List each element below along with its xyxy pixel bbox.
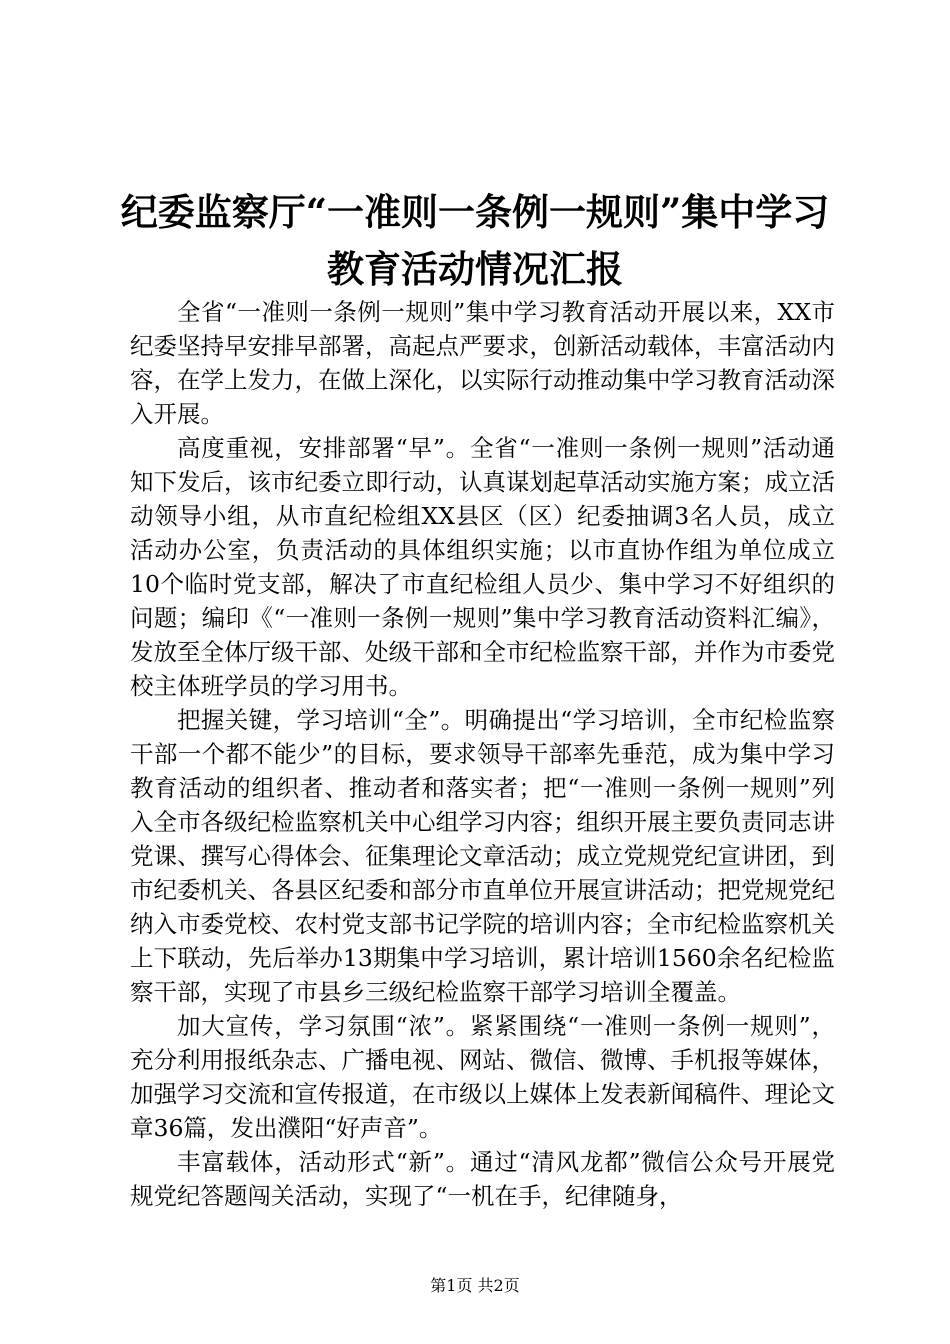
document-body [130, 295, 835, 1213]
document-title-line-2: 教育活动情况汇报 [327, 247, 623, 291]
paragraph-early-deployment: 高度重视，安排部署“早”。全省“一准则一条例一规则”活动通知下发后，该市纪委立即行动，认真谋划起草活动实施方案；成立活动领导小组，从市直纪检组XX县区（区）纪委抽调3名人员，成立活动办公室，负责活动的具体组织实施；以市直协作组为单位成立10个临时党支部，解决了市直纪检组人员少、集中学习不好组织的问题；编印《“一准则一条例一规则”集中学习教育活动资料汇编》，发放至全体厅级干部、处级干部和全市纪检监察干部，并作为市委党校主体班学员的学习用书。 [130, 434, 835, 700]
paragraph-new-forms: 丰富载体，活动形式“新”。通过“清风龙都”微信公众号开展党规党纪答题闯关活动，实现了“一机在手，纪律随身， [130, 1148, 835, 1210]
page-number-footer: 第1页 共2页 [430, 1276, 520, 1295]
paragraph-intro: 全省“一准则一条例一规则”集中学习教育活动开展以来，XX市纪委坚持早安排早部署，高起点严要求，创新活动载体，丰富活动内容，在学上发力，在做上深化，以实际行动推动集中学习教育活动深入开展。 [130, 298, 835, 428]
paragraph-training: 把握关键，学习培训“全”。明确提出“学习培训，全市纪检监察干部一个都不能少”的目标，要求领导干部率先垂范，成为集中学习教育活动的组织者、推动者和落实者；把“一准则一条例一规则”列入全市各级纪检监察机关中心组学习内容；组织开展主要负责同志讲党课、撰写心得体会、征集理论文章活动；成立党规党纪宣讲团，到市纪委机关、各县区纪委和部分市直单位开展宣讲活动；把党规党纪纳入市委党校、农村党支部书记学院的培训内容；全市纪检监察机关上下联动，先后举办13期集中学习培训，累计培训1560余名纪检监察干部，实现了市县乡三级纪检监察干部学习培训全覆盖。 [130, 706, 835, 1006]
paragraph-publicity: 加大宣传，学习氛围“浓”。紧紧围绕“一准则一条例一规则”，充分利用报纸杂志、广播电视、网站、微信、微博、手机报等媒体，加强学习交流和宣传报道，在市级以上媒体上发表新闻稿件、理论文章36篇，发出濮阳“好声音”。 [130, 1012, 835, 1142]
document-title-line-1: 纪委监察厅“一准则一条例一规则”集中学习 [120, 190, 830, 234]
